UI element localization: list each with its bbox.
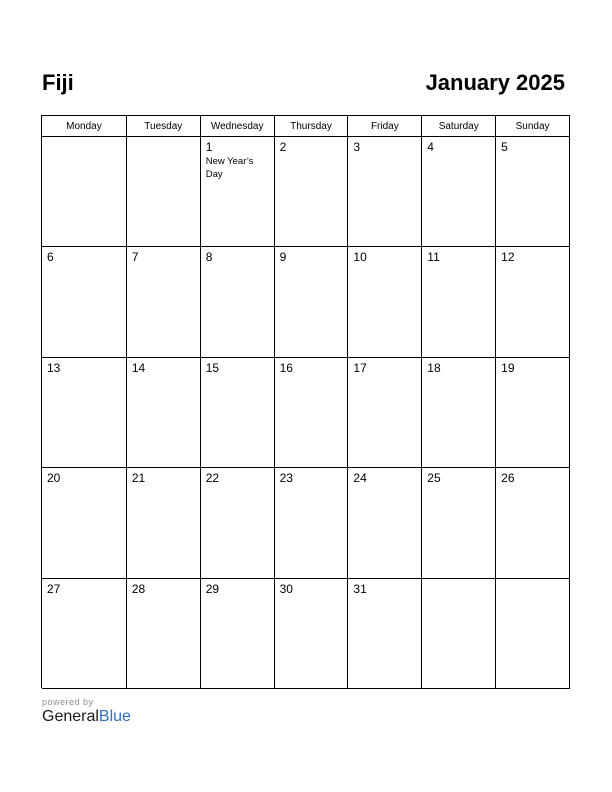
day-cell (127, 247, 201, 357)
day-cell (201, 247, 275, 357)
weekday-header: Saturday (422, 116, 496, 137)
day-cell (275, 579, 349, 689)
week-row (42, 468, 570, 578)
day-cell (201, 579, 275, 689)
weekday-header: Tuesday (127, 116, 201, 137)
day-number: 5 (501, 140, 508, 154)
day-cell (275, 247, 349, 357)
day-number: 18 (427, 360, 441, 375)
weekday-header: Monday (42, 116, 127, 137)
day-number: 30 (279, 581, 293, 596)
day-number: 23 (279, 471, 293, 486)
day-cell (348, 579, 422, 689)
day-number: 31 (353, 581, 367, 596)
footer-branding (42, 697, 131, 726)
day-cell (201, 358, 275, 468)
day-number: 8 (205, 250, 213, 265)
day-number: 29 (205, 581, 220, 596)
day-number: 27 (47, 581, 61, 596)
day-cell (422, 579, 496, 689)
day-number: 4 (427, 140, 434, 154)
day-cell (42, 468, 127, 578)
week-row (42, 579, 570, 689)
day-cell (201, 137, 275, 247)
weekday-header: Thursday (275, 116, 349, 137)
day-cell (275, 468, 349, 578)
day-number: 28 (131, 581, 146, 596)
weekday-header: Friday (348, 116, 422, 137)
day-cell (348, 468, 422, 578)
day-cell (422, 247, 496, 357)
day-number: 24 (353, 471, 367, 486)
day-cell (496, 137, 570, 247)
generalblue-logo[interactable] (42, 708, 131, 726)
day-number: 15 (205, 360, 220, 375)
day-cell (496, 358, 570, 468)
day-cell (496, 247, 570, 357)
brand-blue: Blue (98, 708, 131, 725)
day-number: 1 (205, 140, 213, 154)
day-number: 22 (205, 471, 220, 486)
day-number: 13 (47, 360, 61, 375)
day-cell (496, 468, 570, 578)
week-row (42, 137, 570, 247)
day-number: 7 (131, 250, 139, 265)
day-cell (422, 137, 496, 247)
day-cell (42, 247, 127, 357)
day-cell (201, 468, 275, 578)
day-number: 10 (353, 250, 367, 265)
day-cell (127, 137, 201, 247)
weekday-header: Sunday (496, 116, 570, 137)
day-cell (275, 358, 349, 468)
day-cell (348, 358, 422, 468)
week-row (42, 247, 570, 357)
day-cell (348, 137, 422, 247)
day-number: 6 (47, 250, 54, 265)
day-number: 21 (131, 471, 146, 486)
day-number: 20 (47, 471, 61, 486)
day-number: 2 (279, 140, 287, 154)
month-year-title: January 2025 (425, 70, 565, 95)
day-cell (422, 468, 496, 578)
day-number: 3 (353, 140, 361, 154)
holiday-label: New Year’s Day (205, 156, 254, 180)
day-number: 26 (501, 471, 515, 486)
day-number: 17 (353, 360, 367, 375)
day-number: 25 (427, 471, 441, 486)
day-cell (42, 137, 127, 247)
day-cell (127, 579, 201, 689)
powered-by-label: powered by (42, 697, 94, 707)
day-cell (422, 358, 496, 468)
week-row (42, 358, 570, 468)
day-cell (496, 579, 570, 689)
weekday-header: Wednesday (201, 116, 275, 137)
day-cell (127, 468, 201, 578)
day-number: 16 (279, 360, 293, 375)
day-cell (127, 358, 201, 468)
day-number: 12 (501, 250, 515, 265)
brand-general: General (42, 708, 99, 725)
day-number: 14 (131, 360, 146, 375)
day-number: 9 (279, 250, 287, 265)
country-title: Fiji (42, 70, 74, 95)
day-cell (348, 247, 422, 357)
day-cell (275, 137, 349, 247)
day-number: 11 (427, 250, 440, 265)
day-cell (42, 579, 127, 689)
calendar-grid (41, 115, 570, 688)
day-cell (42, 358, 127, 468)
day-number: 19 (501, 360, 515, 375)
weekday-header-row (42, 116, 570, 137)
